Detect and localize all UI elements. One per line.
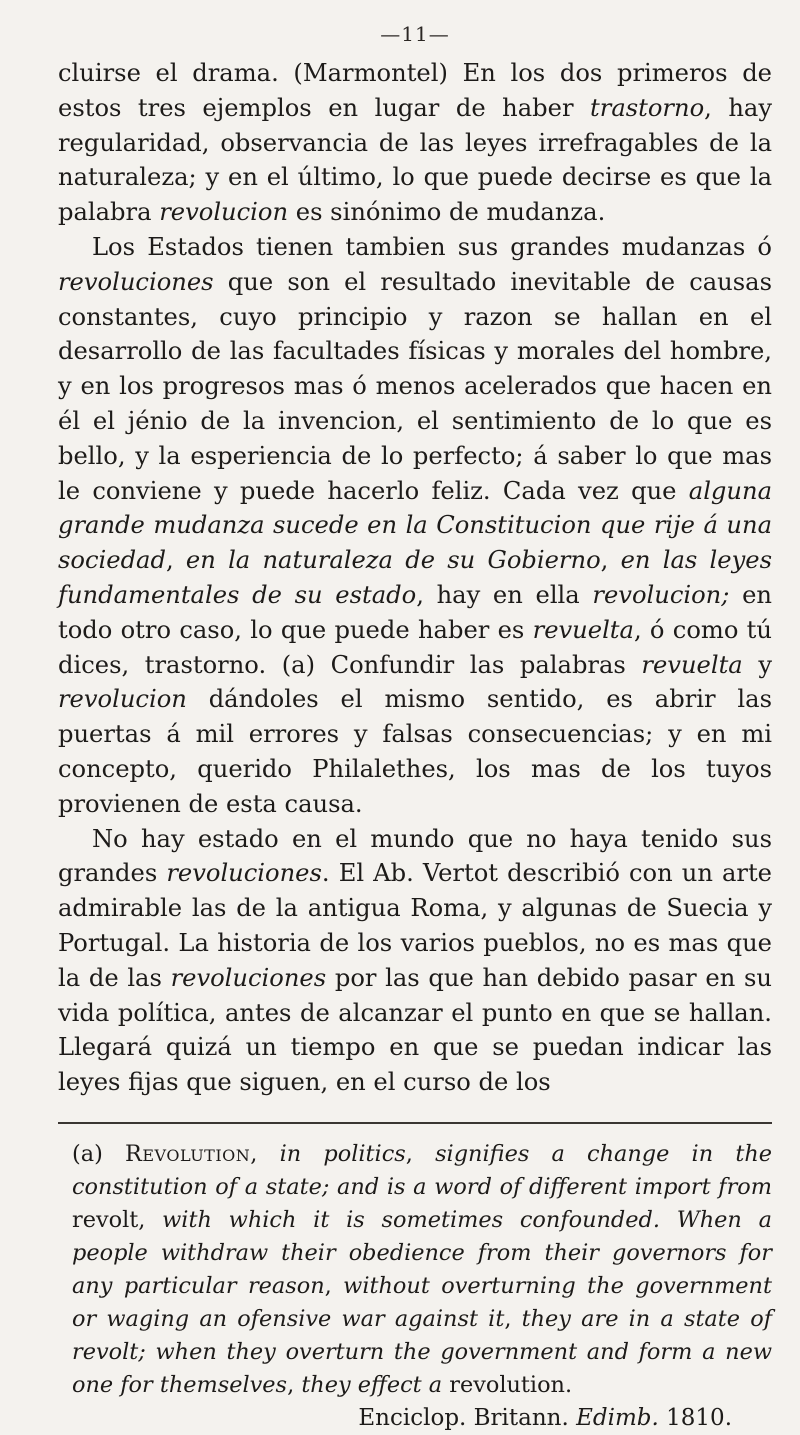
text-run: y xyxy=(742,650,772,679)
italic-run: revolucion xyxy=(58,685,187,714)
italic-run: signifies a change in the constitution of a state; and is a word of different import from xyxy=(72,1140,772,1200)
main-text xyxy=(58,56,772,1100)
text-run: dándoles el mismo sentido, es abrir las puertas á mil errores y falsas consecuencias; y en mi concepto, querido Philalethes, los mas de los tuyos provienen de esta causa. xyxy=(58,685,772,818)
source-prefix: Enciclop. Britann. xyxy=(358,1404,577,1431)
text-run: revolt, xyxy=(72,1206,163,1233)
text-run: , xyxy=(287,1371,302,1398)
text-run: No hay estado en el mundo que no haya tenido sus grandes xyxy=(58,824,772,888)
text-run: revolution. xyxy=(442,1371,573,1398)
source-year: 1810. xyxy=(658,1404,732,1431)
footnote-source xyxy=(58,1402,772,1435)
text-run: , xyxy=(405,1140,436,1167)
text-run: , ó como tú dices, trastorno. (a) Confundir las palabras xyxy=(58,615,772,679)
footnote xyxy=(58,1138,772,1402)
italic-run: revoluciones xyxy=(170,963,327,992)
text-run: en todo otro caso, lo que puede haber es xyxy=(58,580,772,644)
footnote-divider xyxy=(58,1122,772,1124)
text-run: , hay regularidad, observancia de las leyes irrefragables de la naturaleza; y en el último, lo que puede decirse es que la palabra xyxy=(58,93,772,227)
footnote-body xyxy=(72,1141,772,1398)
italic-run: in politics xyxy=(279,1140,406,1167)
italic-run: en la naturaleza de su Gobierno xyxy=(185,546,601,575)
italic-run: without overturning the government or waging an ofensive war against it xyxy=(72,1272,772,1332)
italic-run: they effect a xyxy=(301,1371,443,1398)
text-run: . El Ab. Vertot describió con un arte admirable las de la antigua Roma, y algunas de Suecia y Portugal. La historia de los varios pueblos, no es mas que la de las xyxy=(58,859,773,992)
paragraph-2 xyxy=(58,230,772,822)
footnote-term: Revolution xyxy=(125,1140,251,1167)
paragraph-3 xyxy=(58,822,772,1100)
text-run: que son el resultado inevitable de causas constantes, cuyo principio y razon se hallan en el desarrollo de las facultades físicas y morales del hombre, y en los progresos mas ó menos acelerados que hacen en él el jénio de la invencion, el sentimiento de lo que es bello, y la esperiencia de lo perfecto; á saber lo que mas le conviene y puede hacerlo feliz. Cada vez que xyxy=(58,267,772,505)
source-place: Edimb. xyxy=(576,1404,659,1431)
text-run: , xyxy=(504,1305,522,1332)
italic-run: revuelta xyxy=(532,615,634,644)
text-run: , hay en ella xyxy=(416,580,593,609)
italic-run: they are in a state of revolt; when they overturn the government and form a new one for themselves xyxy=(72,1305,772,1398)
text-run: , xyxy=(324,1272,344,1299)
italic-run: revolucion; xyxy=(592,580,730,609)
paragraph-1 xyxy=(58,56,772,230)
page-number: —11— xyxy=(380,22,450,46)
italic-run: with which it is sometimes confounded. When a people withdraw their obedience from their governors for any particular reason xyxy=(72,1206,772,1299)
text-run: cluirse el drama. (Marmontel) En los dos primeros de estos tres ejemplos en lugar de haber xyxy=(58,59,772,122)
italic-run: alguna grande mudanza sucede en la Constitucion que rije á una sociedad xyxy=(58,476,772,575)
italic-run: revuelta xyxy=(641,650,743,679)
footnote-marker: (a) xyxy=(72,1140,126,1167)
text-run: por las que han debido pasar en su vida política, antes de alcanzar el punto en que se hallan. Llegará quizá un tiempo en que se puedan indicar las leyes fijas que siguen, en el curso de los xyxy=(58,963,772,1097)
italic-run: revolucion xyxy=(159,198,289,227)
italic-run: revoluciones xyxy=(166,859,322,888)
text-run: , xyxy=(600,546,621,575)
text-run: es sinónimo de mudanza. xyxy=(288,198,606,227)
italic-run: revoluciones xyxy=(58,267,214,296)
text-run: Los Estados tienen tambien sus grandes mudanzas ó xyxy=(92,232,772,261)
italic-run: en las leyes fundamentales de su estado xyxy=(58,546,773,609)
text-run: , xyxy=(165,546,186,575)
text-run: , xyxy=(250,1140,280,1167)
italic-run: trastorno xyxy=(590,93,705,122)
